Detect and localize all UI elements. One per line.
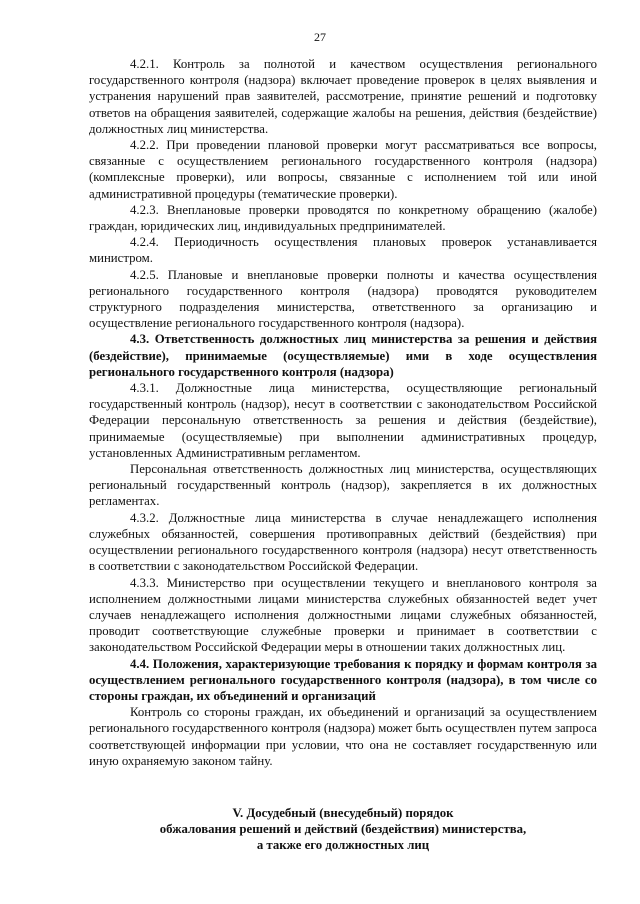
- paragraph-4-2-2: 4.2.2. При проведении плановой проверки могут рассматриваться все вопросы, связанные с осуществлением регионального государственного контроля (надзора) (комплексные проверки), или вопросы, связанные с исполнением той или иной административной процедуры (тематические проверки).: [89, 138, 597, 201]
- subsection-heading-4-3: 4.3. Ответственность должностных лиц министерства за решения и действия (бездействие), принимаемые (осуществляемые) ими в ходе осуществления регионального государственного контроля (надзора): [89, 332, 597, 379]
- section-heading-line-2: обжалования решений и действий (бездействия) министерства,: [159, 822, 527, 837]
- section-heading-line-3: а также его должностных лиц: [256, 838, 430, 853]
- paragraph-personal-responsibility: Персональная ответственность должностных лиц министерства, осуществляющих региональный государственный контроль (надзор), закрепляется в их должностных регламентах.: [89, 462, 597, 509]
- section-v-heading: [89, 805, 597, 854]
- paragraph-4-3-2: 4.3.2. Должностные лица министерства в случае ненадлежащего исполнения служебных обязанностей, совершения противоправных действий (бездействия) при осуществлении регионального государственного контроля (надзора) несут ответственность в соответствии с законодательством Российской Федерации.: [89, 510, 597, 574]
- paragraph-4-3-1: 4.3.1. Должностные лица министерства, осуществляющие региональный государственный контроль (надзор), несут в соответствии с законодательством Российской Федерации персональную ответственность за решения и действия (бездействие), принимаемые (осуществляемые) при выполнении административных процедур, установленных Административным регламентом.: [89, 381, 597, 460]
- paragraph-4-2-3: 4.2.3. Внеплановые проверки проводятся по конкретному обращению (жалобе) граждан, юридических лиц, индивидуальных предпринимателей.: [89, 202, 597, 234]
- paragraph-citizen-control: Контроль со стороны граждан, их объединений и организаций за осуществлением регионального государственного контроля (надзора) может быть осуществлен путем запроса соответствующей информации при условии, что она не составляет государственную или иную охраняемую законом тайну.: [89, 705, 597, 768]
- paragraph-4-3-3: 4.3.3. Министерство при осуществлении текущего и внепланового контроля за исполнением должностными лицами министерства служебных обязанностей ведет учет случаев ненадлежащего исполнения должностными лицами служебных обязанностей, проводит соответствующие служебные проверки и принимает в соответствии с законодательством Российской Федерации меры в отношении таких должностных лиц.: [89, 575, 597, 655]
- paragraph-4-2-5: 4.2.5. Плановые и внеплановые проверки полноты и качества осуществления регионального государственного контроля (надзора) проводятся руководителем структурного подразделения министерства, ответственного за организацию и осуществление регионального государственного контроля (надзора).: [89, 267, 597, 331]
- section-heading-line-1: V. Досудебный (внесудебный) порядок: [232, 806, 454, 820]
- subsection-heading-4-4: 4.4. Положения, характеризующие требования к порядку и формам контроля за осуществлением регионального государственного контроля (надзора), в том числе со стороны граждан, их объединений и организаций: [89, 656, 597, 703]
- paragraph-4-2-4: 4.2.4. Периодичность осуществления плановых проверок устанавливается министром.: [89, 235, 597, 266]
- paragraph-4-2-1: 4.2.1. Контроль за полнотой и качеством осуществления регионального государственного контроля (надзора) включает проведение проверок в целях выявления и устранения нарушений прав заявителей, рассмотрение, принятие решений и подготовку ответов на обращения заявителей, содержащие жалобы на решения, действия (бездействие) должностных лиц министерства.: [89, 57, 597, 136]
- page-number: 27: [314, 30, 326, 44]
- document-body: [89, 56, 597, 769]
